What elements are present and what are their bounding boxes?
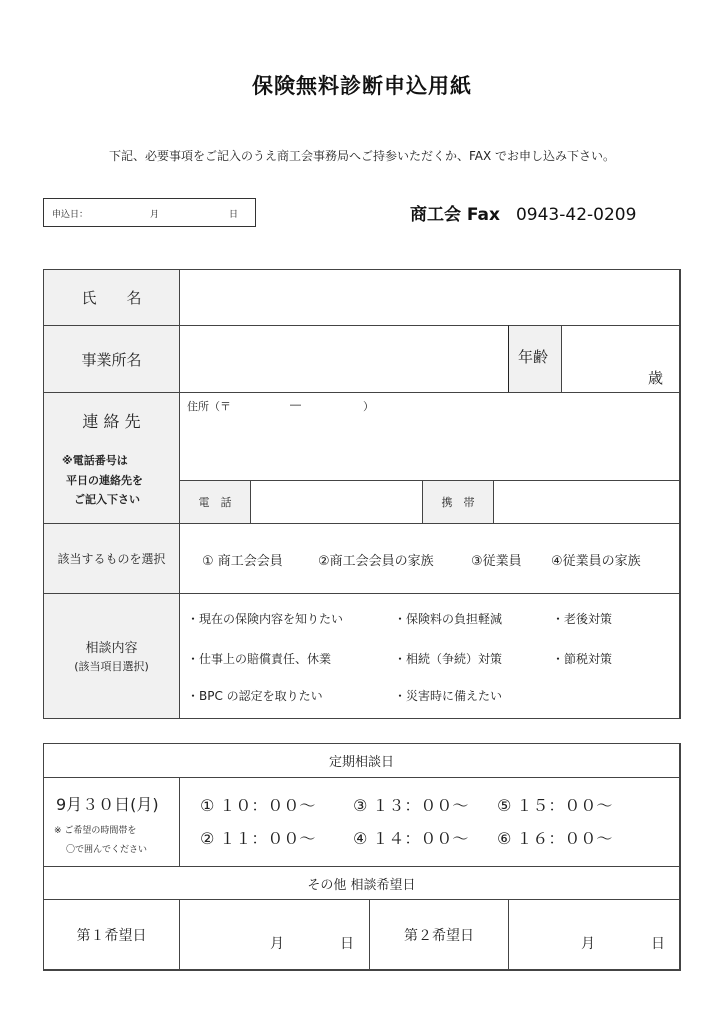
office-input-cell[interactable] bbox=[179, 325, 509, 393]
regular-consult-header bbox=[43, 743, 680, 778]
category-option-employee[interactable]: ③従業員 bbox=[471, 554, 522, 569]
contact-note-line-3: ご記入下さい bbox=[74, 493, 140, 506]
contact-note-line-1: ※電話番号は bbox=[62, 454, 128, 467]
other-consult-header-text: その他 相談希望日 bbox=[307, 877, 416, 893]
age-label-cell bbox=[508, 325, 562, 393]
office-label: 事業所名 bbox=[81, 350, 142, 369]
office-label-cell bbox=[43, 325, 180, 393]
consult-item-inheritance[interactable]: ・相続（争続）対策 bbox=[394, 652, 503, 666]
first-choice-month: 月 bbox=[270, 936, 284, 952]
contact-label-cell bbox=[43, 392, 180, 524]
consult-item-bpc[interactable]: ・BPC の認定を取りたい bbox=[187, 689, 323, 703]
first-choice-date-cell[interactable] bbox=[179, 899, 370, 970]
consult-item-tax-saving[interactable]: ・節税対策 bbox=[552, 652, 613, 666]
time-slot-2[interactable]: ② １１：００～ bbox=[200, 829, 316, 848]
consult-item-liability[interactable]: ・仕事上の賠償責任、休業 bbox=[187, 652, 332, 666]
application-date-day: 日 bbox=[229, 210, 239, 220]
second-choice-date-cell[interactable] bbox=[508, 899, 680, 970]
consult-item-disaster[interactable]: ・災害時に備えたい bbox=[394, 689, 503, 703]
time-slot-4[interactable]: ④ １４：００～ bbox=[353, 829, 469, 848]
age-label: 年齢 bbox=[518, 348, 549, 366]
name-label-cell bbox=[43, 269, 180, 326]
fax-info bbox=[410, 200, 636, 225]
contact-note-line-2: 平日の連絡先を bbox=[66, 474, 143, 487]
mobile-label-cell bbox=[422, 480, 494, 524]
consult-sublabel: (該当項目選択) bbox=[74, 660, 149, 673]
application-date-field[interactable] bbox=[43, 198, 256, 227]
first-choice-label-cell bbox=[43, 899, 180, 970]
address-input-cell[interactable] bbox=[179, 392, 680, 481]
consult-items-cell bbox=[179, 593, 680, 719]
second-choice-day: 日 bbox=[651, 936, 665, 952]
time-slot-6[interactable]: ⑥ １６：００～ bbox=[497, 829, 613, 848]
second-choice-label: 第２希望日 bbox=[404, 928, 474, 944]
application-date-month: 月 bbox=[150, 210, 160, 220]
age-input-cell[interactable] bbox=[561, 325, 680, 393]
phone-label-cell bbox=[179, 480, 251, 524]
name-label: 氏 名 bbox=[81, 289, 142, 307]
consult-label: 相談内容 bbox=[85, 641, 138, 656]
time-slot-3[interactable]: ③ １３：００～ bbox=[353, 796, 469, 815]
second-choice-month: 月 bbox=[581, 936, 595, 952]
regular-consult-header-text: 定期相談日 bbox=[328, 755, 394, 770]
time-slot-5[interactable]: ⑤ １５：００～ bbox=[497, 796, 613, 815]
consult-item-retirement[interactable]: ・老後対策 bbox=[552, 612, 613, 626]
other-consult-header bbox=[43, 866, 680, 900]
application-date-label: 申込日： bbox=[52, 210, 89, 220]
category-option-employee-family[interactable]: ④従業員の家族 bbox=[551, 554, 641, 569]
document-title: 保険無料診断申込用紙 bbox=[252, 74, 472, 98]
second-choice-label-cell bbox=[369, 899, 509, 970]
phone-input-cell[interactable] bbox=[250, 480, 423, 524]
address-label: 住所（〒 bbox=[187, 400, 231, 413]
category-option-member[interactable]: ① 商工会会員 bbox=[202, 554, 283, 569]
address-close-paren: ） bbox=[363, 400, 374, 413]
fax-number: 0943-42-0209 bbox=[515, 205, 637, 225]
first-choice-day: 日 bbox=[340, 936, 354, 952]
mobile-label: 携 帯 bbox=[441, 496, 475, 509]
time-note-line-2: 〇で囲んでください bbox=[66, 845, 148, 855]
phone-label: 電 話 bbox=[198, 496, 232, 509]
contact-label: 連 絡 先 bbox=[82, 412, 141, 431]
fax-label: 商工会 Fax bbox=[410, 205, 500, 225]
category-label: 該当するものを選択 bbox=[57, 552, 166, 566]
instructions-text: 下記、必要事項をご記入のうえ商工会事務局へご持参いただくか、FAX でお申し込み下さい。 bbox=[108, 149, 616, 163]
first-choice-label: 第１希望日 bbox=[76, 928, 147, 944]
category-options-cell bbox=[179, 523, 680, 594]
age-unit: 歳 bbox=[647, 369, 663, 387]
regular-date-cell bbox=[43, 777, 180, 867]
consult-item-current-insurance[interactable]: ・現在の保険内容を知りたい bbox=[187, 612, 344, 626]
name-input-cell[interactable] bbox=[179, 269, 680, 326]
time-slot-1[interactable]: ① １０：００～ bbox=[200, 796, 316, 815]
consult-item-premium-reduction[interactable]: ・保険料の負担軽減 bbox=[394, 612, 503, 626]
time-slots-cell bbox=[179, 777, 680, 867]
regular-date: 9月３０日(月) bbox=[56, 795, 159, 814]
category-option-member-family[interactable]: ②商工会会員の家族 bbox=[318, 554, 434, 569]
mobile-input-cell[interactable] bbox=[493, 480, 680, 524]
postal-code-dash: ― bbox=[290, 398, 301, 411]
category-label-cell bbox=[43, 523, 180, 594]
time-note-line-1: ※ ご希望の時間帯を bbox=[54, 826, 137, 836]
consult-label-cell bbox=[43, 593, 180, 719]
